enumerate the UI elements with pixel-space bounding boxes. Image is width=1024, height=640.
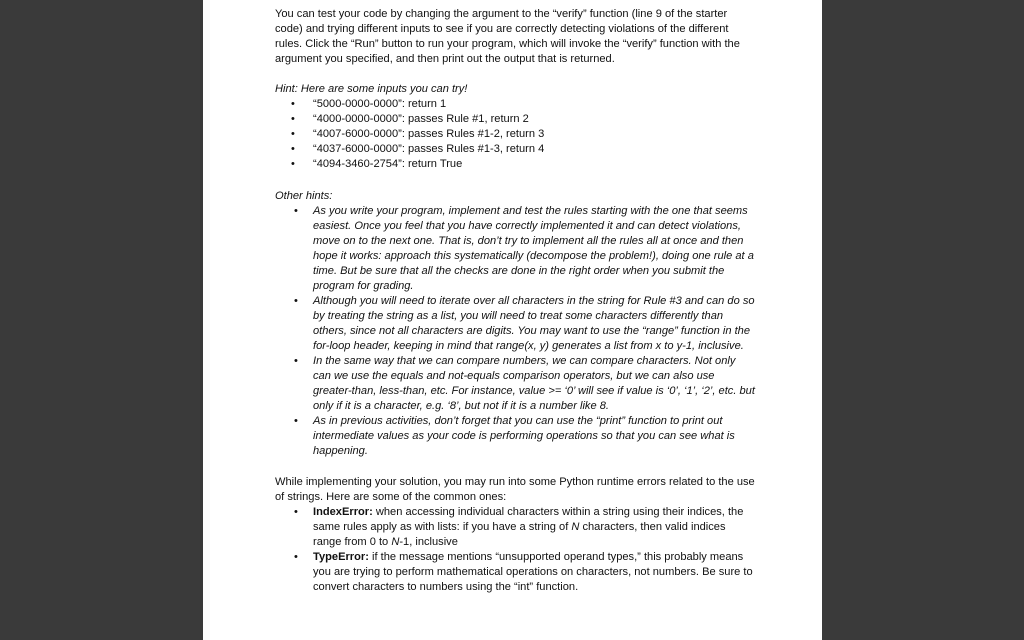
list-item: • In the same way that we can compare numbers, we can compare characters. Not only can we use the equals and not-equals comparison operators, but we can also use greater-than, less-than, etc. For instance, value >= ‘0’ will see if value is ‘0’, ‘1’, ‘2’, etc. but only if it is a character, e.g. ‘8’, but not if it is a number like 8. <box>275 354 755 414</box>
other-hints-heading: Other hints: <box>275 190 333 202</box>
errors-list <box>275 505 755 595</box>
list-item: • IndexError: when accessing individual characters within a string using their indices, the same rules apply as with lists: if you have a string of N characters, then valid indices range from 0 to N-1, inclusive <box>275 505 755 550</box>
error-name: TypeError: <box>313 551 369 563</box>
hint-heading: Hint: Here are some inputs you can try! <box>275 83 468 95</box>
list-item: • “4007-6000-0000”: passes Rules #1-2, return 3 <box>275 127 755 142</box>
list-item: • “4094-3460-2754”: return True <box>275 157 755 172</box>
list-item: • Although you will need to iterate over all characters in the string for Rule #3 and can do so by treating the string as a list, you will need to treat some characters differently than others, since not all characters are digits. You may want to use the “range” function in the for-loop header, keeping in mind that range(x, y) generates a list from x to y-1, inclusive. <box>275 294 755 354</box>
errors-intro-paragraph: While implementing your solution, you may run into some Python runtime errors related to the use of strings. Here are some of the common ones: <box>275 476 755 503</box>
list-item: • “4000-0000-0000”: passes Rule #1, return 2 <box>275 112 755 127</box>
list-item: • As in previous activities, don’t forget that you can use the “print” function to print out intermediate values as your code is performing operations so that you can see what is happening. <box>275 414 755 459</box>
list-item: • “5000-0000-0000”: return 1 <box>275 97 755 112</box>
list-item: • “4037-6000-0000”: passes Rules #1-3, return 4 <box>275 142 755 157</box>
document-page <box>203 0 822 640</box>
other-hints-list <box>275 204 755 459</box>
document-content <box>275 7 755 595</box>
error-name: IndexError: <box>313 506 373 518</box>
list-item: • TypeError: if the message mentions “unsupported operand types,” this probably means you are trying to perform mathematical operations on characters, not numbers. Be sure to convert characters to numbers using the “int” function. <box>275 550 755 595</box>
list-item: • As you write your program, implement and test the rules starting with the one that seems easiest. Once you feel that you have correctly implemented it and can detect violations, move on to the next one. That is, don’t try to implement all the rules all at once and then hope it works: approach this systematically (decompose the problem!), doing one rule at a time. But be sure that all the checks are done in the right order when you submit the program for grading. <box>275 204 755 294</box>
intro-paragraph: You can test your code by changing the argument to the “verify” function (line 9 of the starter code) and trying different inputs to see if you are correctly detecting violations of the different rules. Click the “Run” button to run your program, which will invoke the “verify” function with the argument you specified, and then print out the output that is returned. <box>275 8 740 65</box>
hint-input-list <box>275 97 755 172</box>
